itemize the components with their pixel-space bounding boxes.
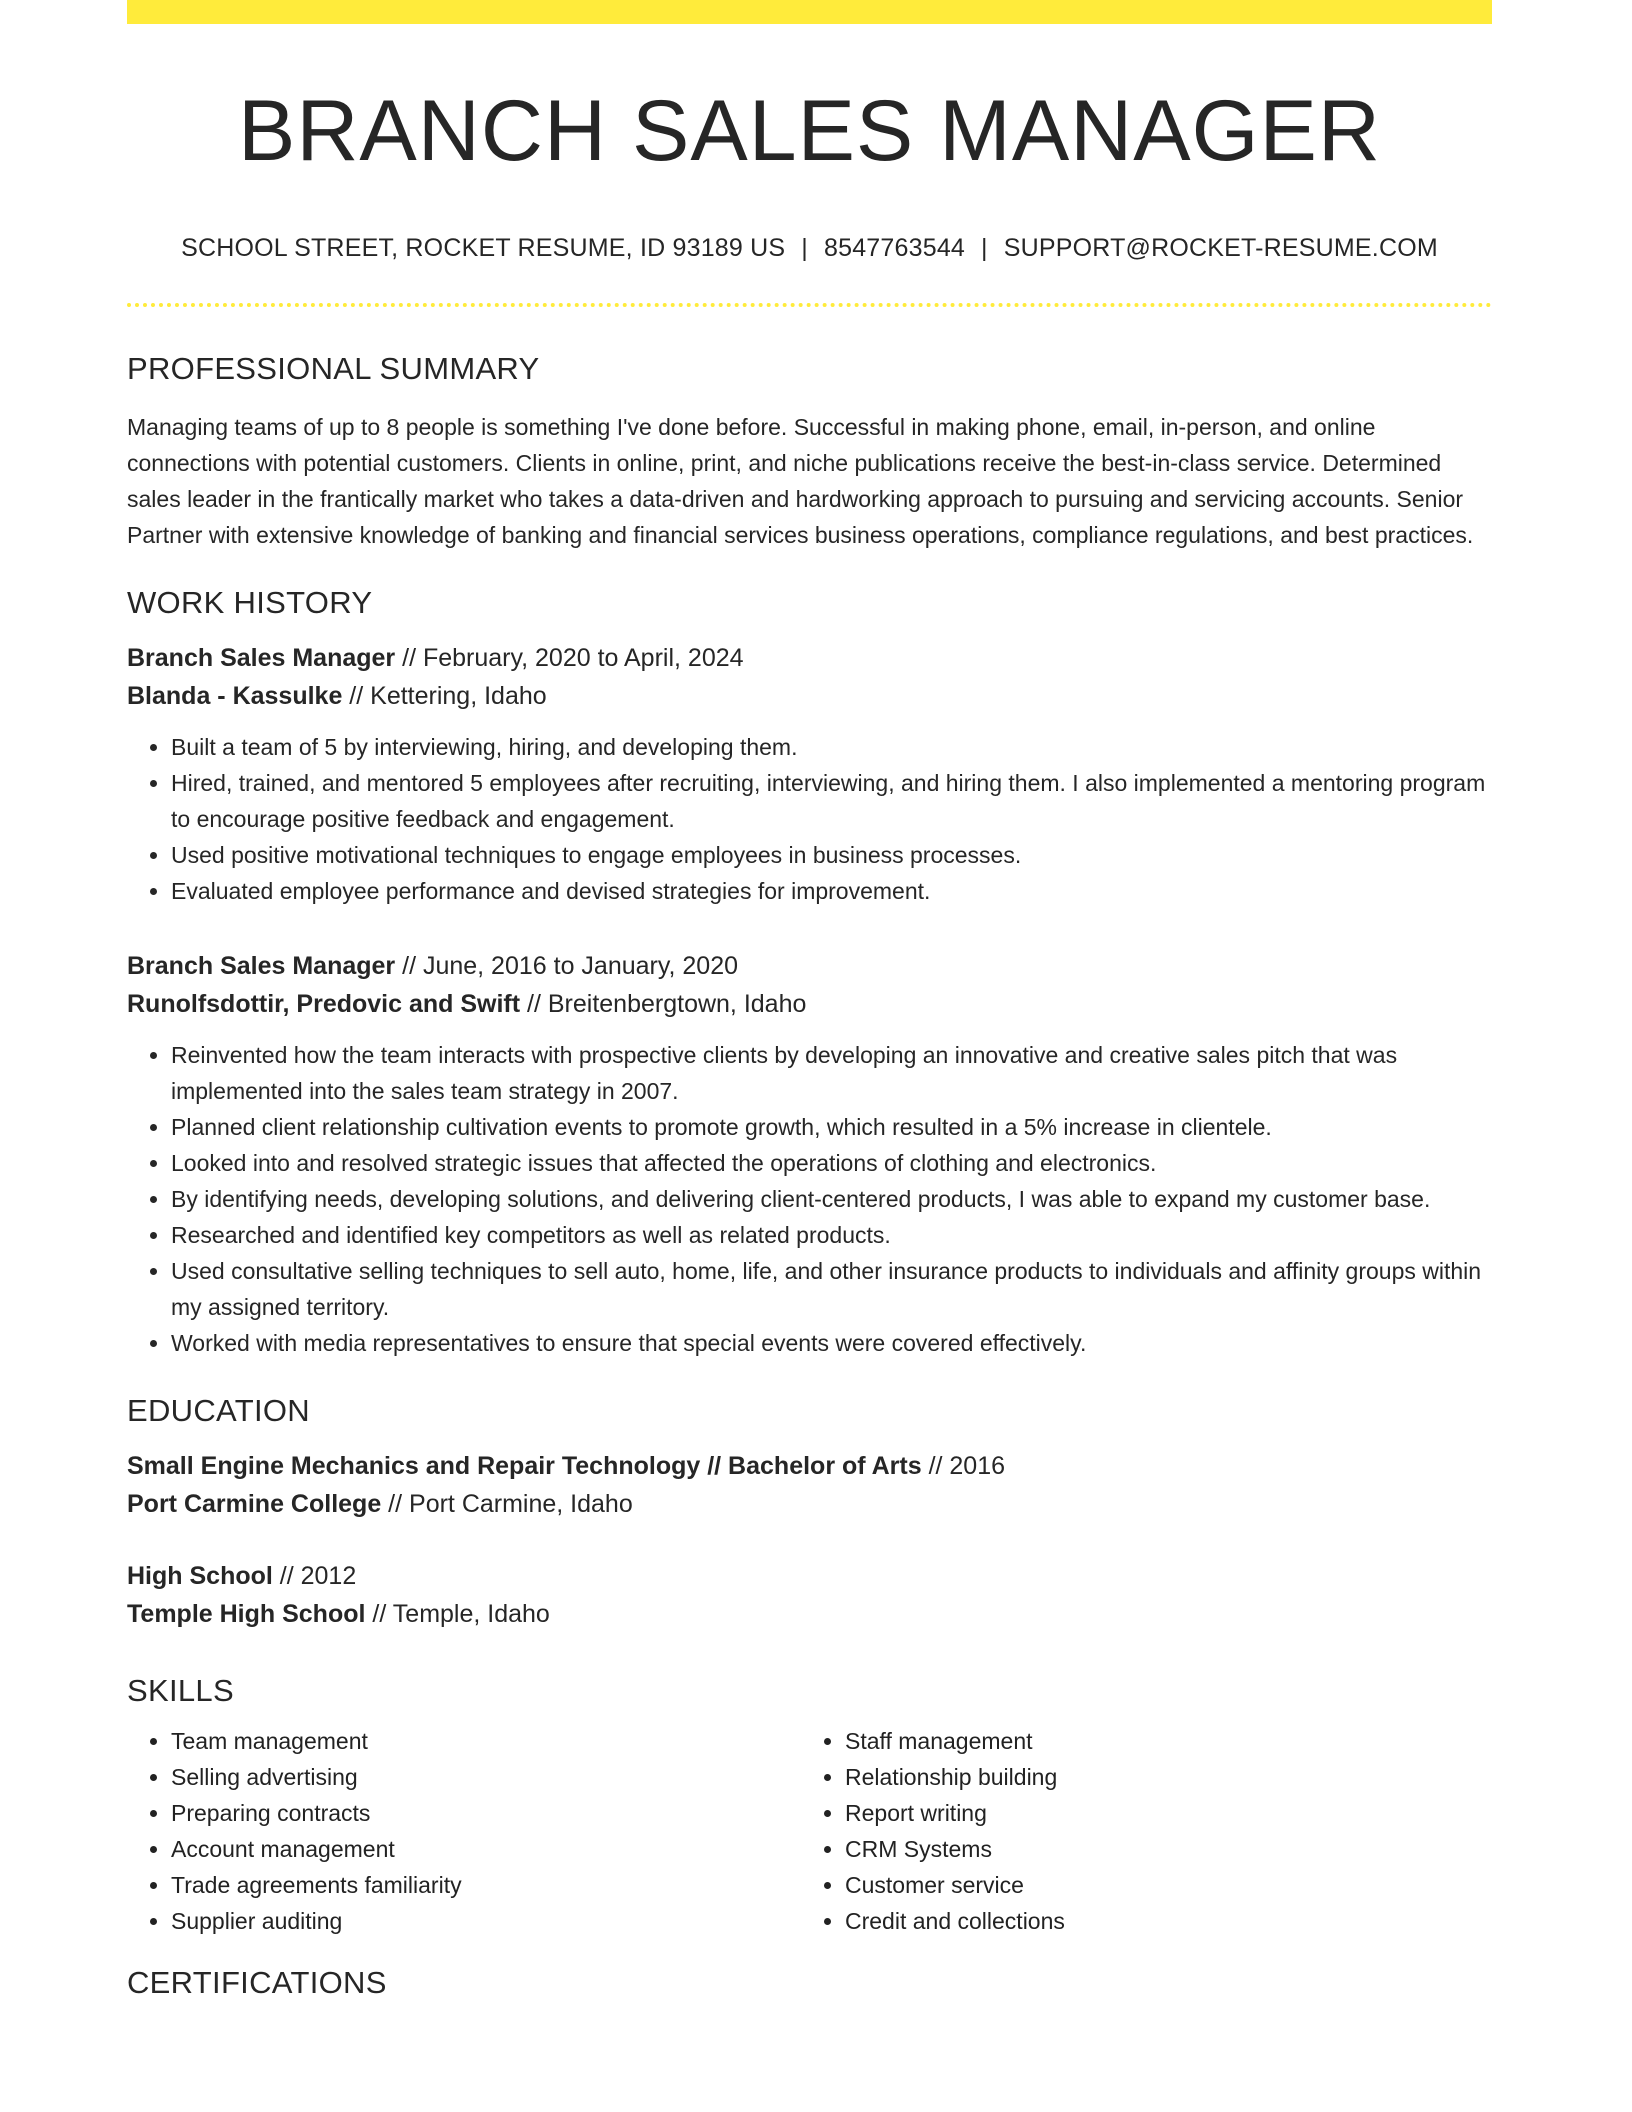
list-item: • Account management [171, 1831, 801, 1867]
list-item: • Hired, trained, and mentored 5 employees after recruiting, interviewing, and hiring them. I also implemented a mentoring program to encourage positive feedback and engagement. [171, 765, 1492, 837]
job-bullets [127, 729, 1492, 909]
contact-phone: 8547763544 [824, 234, 966, 263]
list-item: • Reinvented how the team interacts with prospective clients by developing an innovative and creative sales pitch that was implemented into the sales team strategy in 2007. [171, 1037, 1492, 1109]
list-item: • Preparing contracts [171, 1795, 801, 1831]
job-company: Runolfsdottir, Predovic and Swift [127, 990, 521, 1019]
education-year: // 2016 [921, 1452, 1006, 1481]
contact-separator: | [801, 234, 808, 263]
list-item: • Looked into and resolved strategic issues that affected the operations of clothing and electronics. [171, 1145, 1492, 1181]
job-company-line [127, 677, 1492, 715]
job-title-line [127, 947, 1492, 985]
list-item: • Report writing [845, 1795, 1475, 1831]
education-heading: EDUCATION [127, 1393, 310, 1429]
certifications-heading: CERTIFICATIONS [127, 1965, 387, 2001]
job-role: Branch Sales Manager [127, 952, 396, 981]
job-dates: // June, 2016 to January, 2020 [395, 952, 739, 981]
education-year: // 2012 [272, 1562, 357, 1591]
skills-list-right [801, 1723, 1475, 1939]
list-item: • Trade agreements familiarity [171, 1867, 801, 1903]
job-dates: // February, 2020 to April, 2024 [395, 644, 744, 673]
list-item: • Selling advertising [171, 1759, 801, 1795]
list-item: • Researched and identified key competitors as well as related products. [171, 1217, 1492, 1253]
education-location: // Temple, Idaho [365, 1600, 550, 1629]
job-location: // Kettering, Idaho [342, 682, 547, 711]
education-school: Port Carmine College [127, 1490, 382, 1519]
summary-heading: PROFESSIONAL SUMMARY [127, 351, 540, 387]
work-history-heading: WORK HISTORY [127, 585, 373, 621]
list-item: • Evaluated employee performance and devised strategies for improvement. [171, 873, 1492, 909]
list-item: • Staff management [845, 1723, 1475, 1759]
list-item: • Supplier auditing [171, 1903, 801, 1939]
resume-title: BRANCH SALES MANAGER [237, 83, 1382, 179]
education-degree: Small Engine Mechanics and Repair Technology // Bachelor of Arts [127, 1452, 922, 1481]
list-item: • Built a team of 5 by interviewing, hiring, and developing them. [171, 729, 1492, 765]
education-degree-line [127, 1447, 1492, 1485]
education-school-line [127, 1595, 1492, 1633]
education-location: // Port Carmine, Idaho [381, 1490, 633, 1519]
resume-page [127, 0, 1492, 2001]
job-company-line [127, 985, 1492, 1023]
job-company: Blanda - Kassulke [127, 682, 343, 711]
list-item: • Used consultative selling techniques to sell auto, home, life, and other insurance products to individuals and affinity groups within my assigned territory. [171, 1253, 1492, 1325]
education-degree-line [127, 1557, 1492, 1595]
list-item: • By identifying needs, developing solutions, and delivering client-centered products, I was able to expand my customer base. [171, 1181, 1492, 1217]
contact-separator: | [981, 234, 988, 263]
skills-heading: SKILLS [127, 1673, 234, 1709]
list-item: • Used positive motivational techniques to engage employees in business processes. [171, 837, 1492, 873]
job-title-line [127, 639, 1492, 677]
job-location: // Breitenbergtown, Idaho [520, 990, 807, 1019]
education-school: Temple High School [127, 1600, 366, 1629]
contact-line [127, 234, 1492, 263]
job-bullets [127, 1037, 1492, 1361]
dotted-divider [127, 303, 1492, 307]
skills-columns [127, 1723, 1492, 1939]
list-item: • Customer service [845, 1867, 1475, 1903]
skills-list-left [127, 1723, 801, 1939]
list-item: • Credit and collections [845, 1903, 1475, 1939]
list-item: • Team management [171, 1723, 801, 1759]
summary-text: Managing teams of up to 8 people is something I've done before. Successful in making phone, email, in-person, and online connections with potential customers. Clients in online, print, and niche publications receive the best-in-class service. Determined sales leader in the frantically market who takes a data-driven and hardworking approach to pursuing and servicing accounts. Senior Partner with extensive knowledge of banking and financial services business operations, compliance regulations, and best practices. [127, 414, 1474, 549]
education-school-line [127, 1485, 1492, 1523]
contact-email: SUPPORT@ROCKET-RESUME.COM [1003, 234, 1438, 263]
list-item: • Relationship building [845, 1759, 1475, 1795]
list-item: • CRM Systems [845, 1831, 1475, 1867]
list-item: • Planned client relationship cultivation events to promote growth, which resulted in a 5% increase in clientele. [171, 1109, 1492, 1145]
list-item: • Worked with media representatives to ensure that special events were covered effectively. [171, 1325, 1492, 1361]
contact-address: SCHOOL STREET, ROCKET RESUME, ID 93189 US [181, 234, 786, 263]
accent-top-bar [127, 0, 1492, 24]
job-role: Branch Sales Manager [127, 644, 396, 673]
education-degree: High School [127, 1562, 273, 1591]
